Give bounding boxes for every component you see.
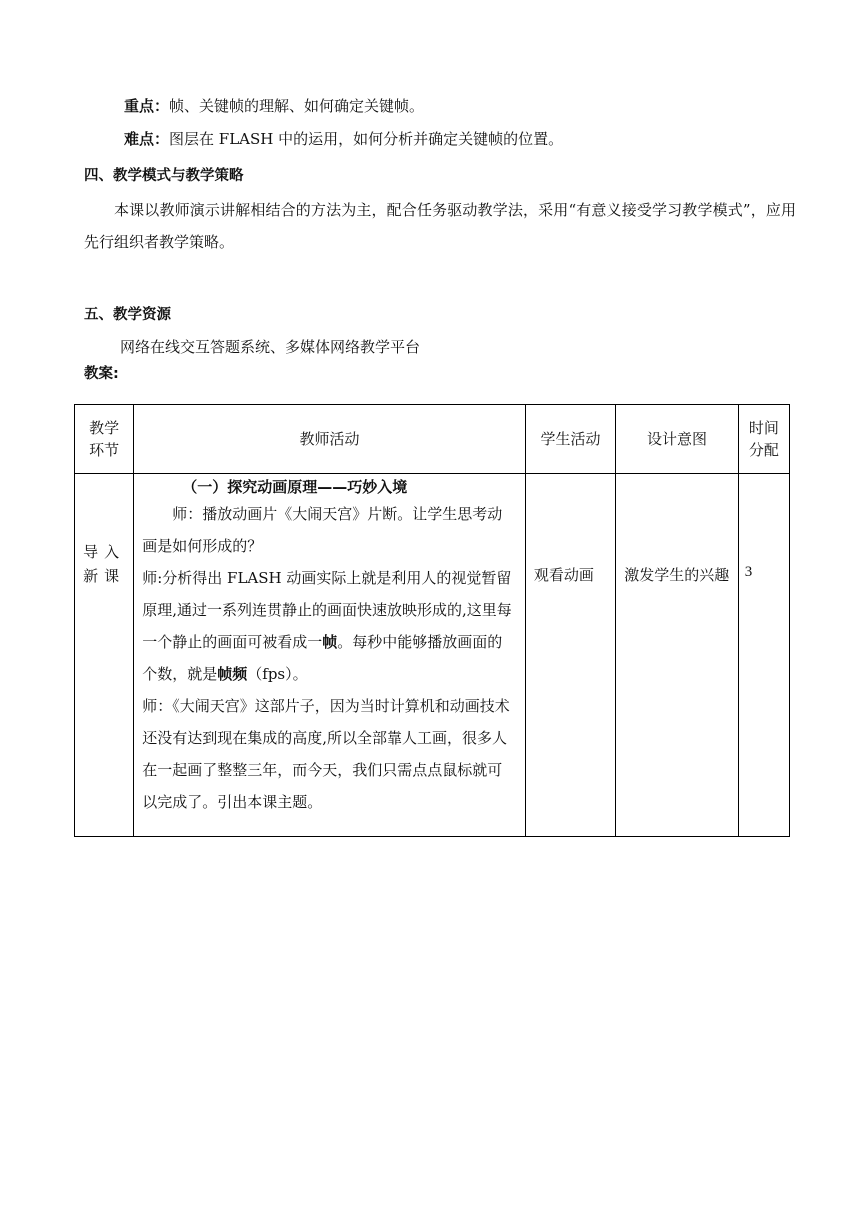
header-time-line2: 分配 [748,441,779,459]
lesson-plan-label: 教案: [84,366,119,382]
section5-title: 五、教学资源 [84,307,171,323]
cell-student-activity: 观看动画 [525,474,615,837]
cell-time: 3 [738,474,789,837]
header-stage-line1: 教学 [89,419,120,437]
teacher-paragraph-1: 师：播放动画片《大闹天宫》片断。让学生思考动画是如何形成的？ [142,505,503,555]
section4-body: 本课以教师演示讲解相结合的方法为主，配合任务驱动教学法，采用“有意义接受学习教学模式”，应用先行组织者教学策略。 [84,201,796,251]
teacher-p2-text-c: （fps）。 [247,665,308,683]
cell-stage [75,474,134,837]
table-header-row [75,405,790,474]
difficult-points-text: 图层在 FLASH 中的运用，如何分析并确定关键帧的位置。 [169,130,564,148]
teacher-paragraph-2 [142,562,517,690]
cell-teacher-activity [134,474,526,837]
stage-line2: 新课 [83,567,126,585]
difficult-points-line [124,128,563,149]
teacher-p2-bold-frame: 帧 [322,633,338,651]
teacher-p2-bold-framerate: 帧频 [217,665,248,683]
teacher-paragraph-3: 师：《大闹天宫》这部片子，因为当时计算机和动画技术还没有达到现在集成的高度,所以全部靠人工画，很多人在一起画了整整三年，而今天，我们只需点点鼠标就可以完成了。引出本课主题。 [142,697,510,811]
key-points-line [124,95,424,116]
section4-title: 四、教学模式与教学策略 [84,168,244,184]
header-stage-line2: 环节 [89,441,120,459]
key-points-label: 重点： [124,97,170,115]
stage-line1: 导入 [83,543,126,561]
header-stage [75,405,134,474]
header-time-line1: 时间 [748,419,779,437]
table-row [75,474,790,837]
header-time [738,405,789,474]
section5-body: 网络在线交互答题系统、多媒体网络教学平台 [120,338,421,356]
teacher-subheading: （一）探究动画原理——巧妙入境 [182,478,408,496]
header-intent: 设计意图 [616,405,739,474]
cell-design-intent: 激发学生的兴趣 [616,474,739,837]
key-points-text: 帧、关键帧的理解、如何确定关键帧。 [169,97,425,115]
teacher-p2-text-a: 师:分析得出 FLASH 动画实际上就是利用人的视觉暂留原理,通过一系列连贯静止的画面快速放映形成的,这里每一个静止的画面可被看成一 [142,569,512,651]
difficult-points-label: 难点： [124,130,170,148]
lesson-plan-table [74,404,790,837]
teacher-p2-text-b: 。每秒中能够播放画面的个数，就是 [142,633,503,683]
header-teacher: 教师活动 [134,405,526,474]
header-student: 学生活动 [525,405,615,474]
